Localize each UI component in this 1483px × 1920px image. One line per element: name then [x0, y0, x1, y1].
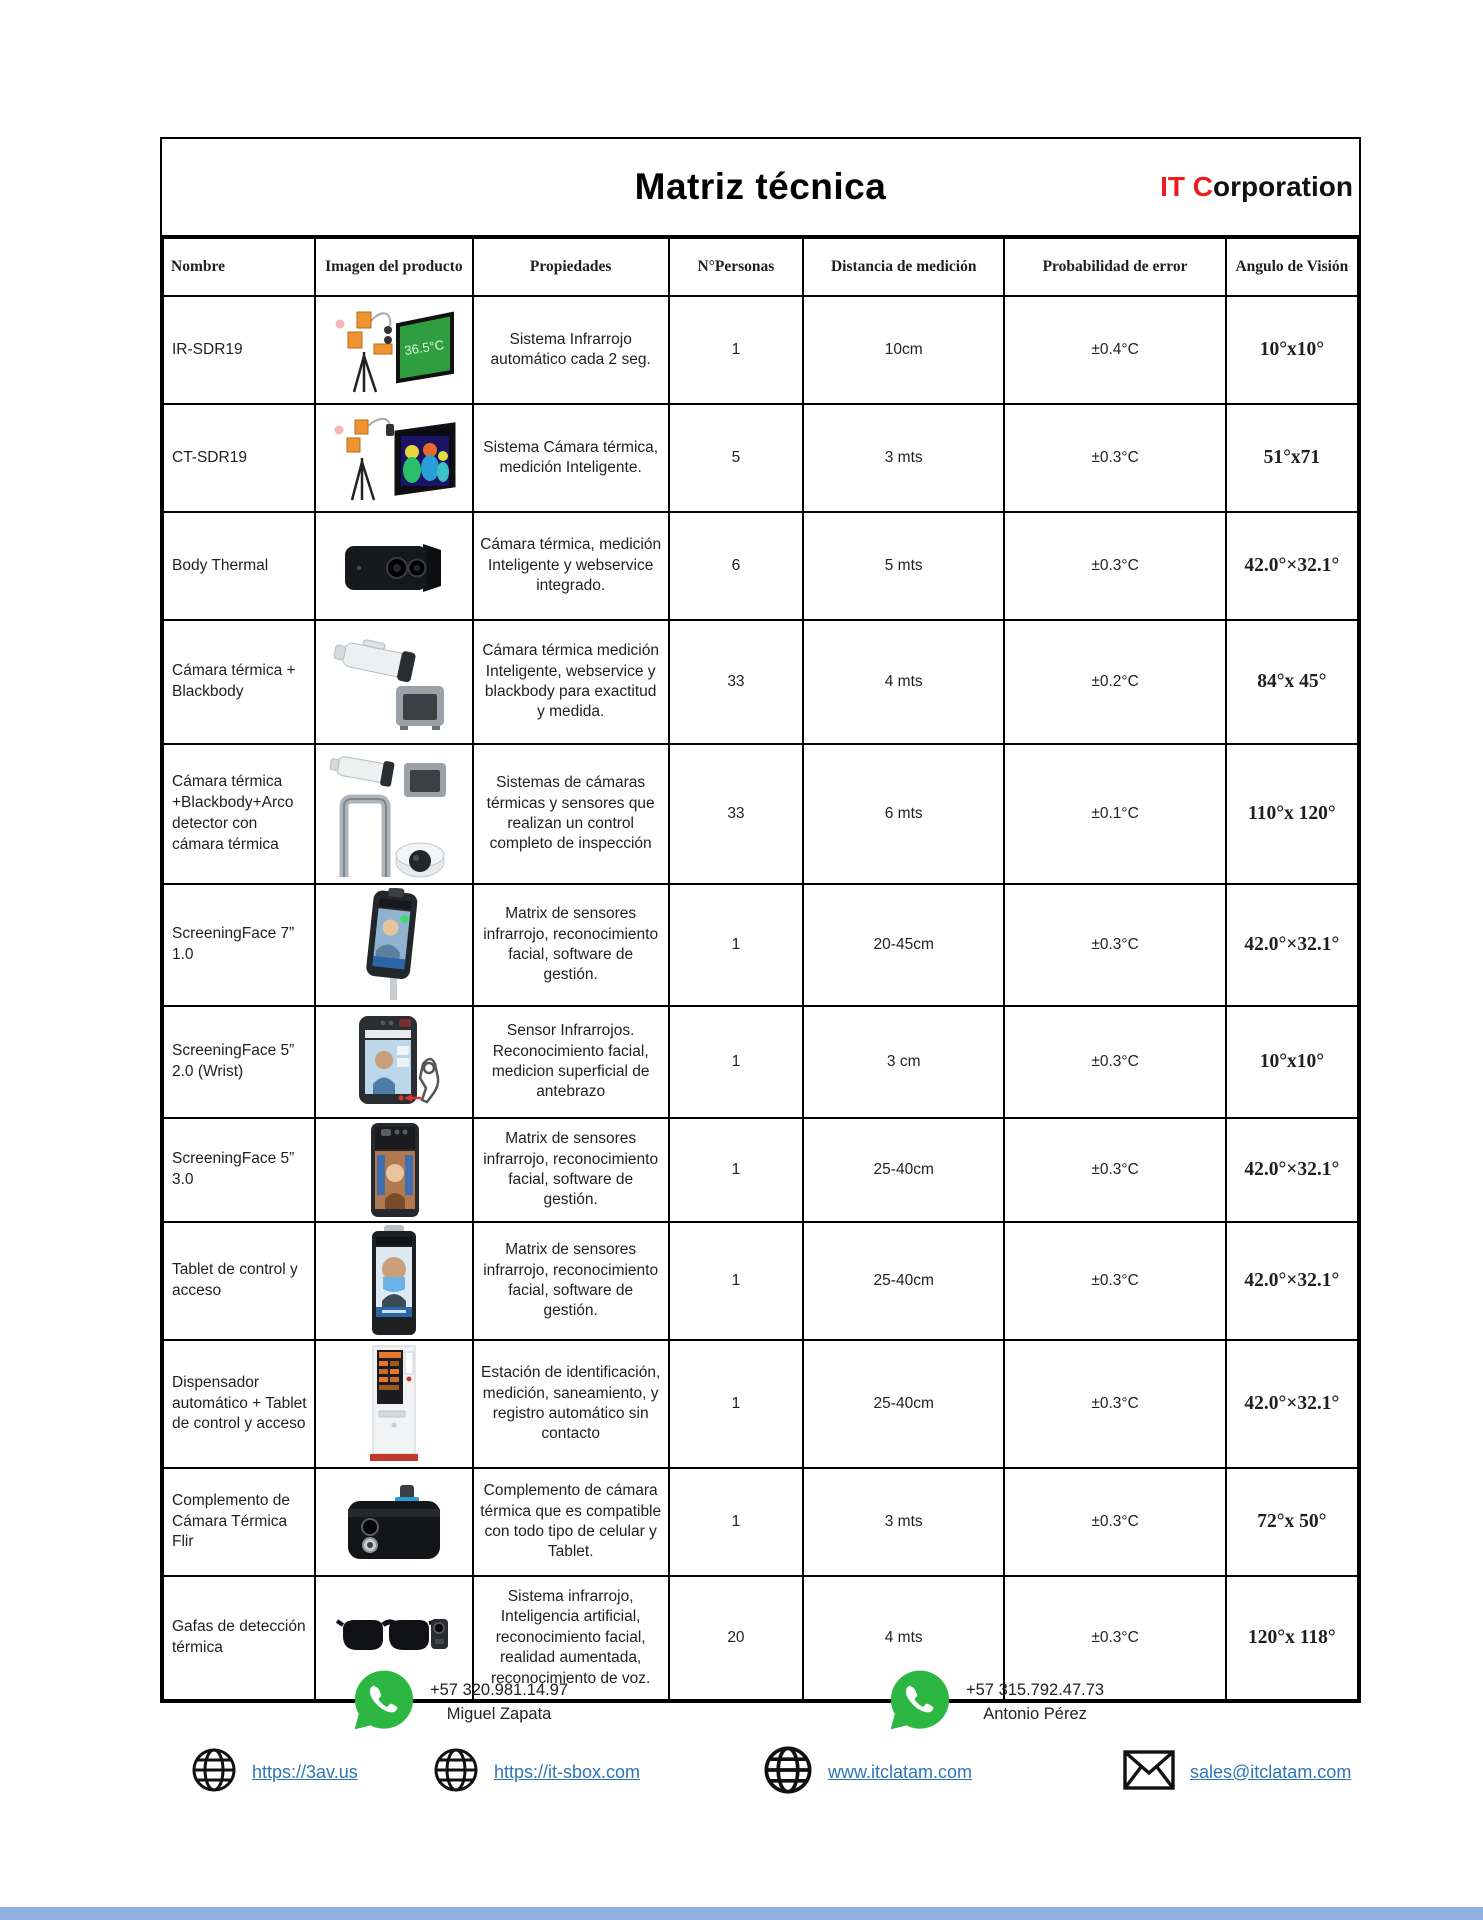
link-itsbox[interactable]: https://it-sbox.com — [494, 1761, 641, 1782]
table-row — [163, 404, 1358, 512]
cell-error: ±0.3°C — [1004, 1576, 1225, 1700]
header-angulo: Angulo de Visión — [1226, 238, 1358, 296]
cell-angulo: 10°x10° — [1226, 1006, 1358, 1118]
cell-imagen — [315, 1340, 472, 1468]
table-row — [163, 744, 1358, 884]
cell-propiedades: Cámara térmica medición Inteligente, webservice y blackbody para exactitud y medida. — [473, 620, 669, 744]
cell-personas: 1 — [669, 884, 803, 1006]
contact-info — [966, 1679, 1104, 1727]
cell-angulo: 42.0°×32.1° — [1226, 1222, 1358, 1340]
cell-imagen — [315, 296, 472, 404]
header-probabilidad: Probabilidad de error — [1004, 238, 1225, 296]
cell-personas: 1 — [669, 1468, 803, 1576]
cell-angulo: 51°x71 — [1226, 404, 1358, 512]
contact-miguel — [352, 1668, 568, 1737]
product-image-thermal-glasses — [335, 1609, 453, 1667]
cell-propiedades: Sistema Infrarrojo automático cada 2 seg. — [473, 296, 669, 404]
matrix-table — [162, 237, 1359, 1701]
cell-nombre: Body Thermal — [163, 512, 315, 620]
cell-angulo: 72°x 50° — [1226, 1468, 1358, 1576]
contacts-row — [0, 1668, 1483, 1748]
cell-error: ±0.2°C — [1004, 620, 1225, 744]
cell-distancia: 5 mts — [803, 512, 1004, 620]
table-row — [163, 1468, 1358, 1576]
cell-error: ±0.3°C — [1004, 884, 1225, 1006]
cell-distancia: 20-45cm — [803, 884, 1004, 1006]
link-itclatam[interactable]: www.itclatam.com — [828, 1761, 973, 1782]
product-image-bullet-camera-blackbody-arch-dome — [328, 749, 460, 879]
whatsapp-icon — [352, 1668, 416, 1737]
cell-distancia: 3 cm — [803, 1006, 1004, 1118]
page-title: Matriz técnica — [634, 166, 887, 207]
cell-error: ±0.3°C — [1004, 1340, 1225, 1468]
contact-name: Antonio Pérez — [983, 1704, 1087, 1723]
product-image-bullet-camera-blackbody — [330, 630, 458, 734]
cell-error: ±0.4°C — [1004, 296, 1225, 404]
cell-propiedades: Sistemas de cámaras térmicas y sensores que realizan un control completo de inspección — [473, 744, 669, 884]
product-image-tablet-wrist-screening — [335, 1012, 453, 1112]
cell-imagen — [315, 1222, 472, 1340]
header-imagen: Imagen del producto — [315, 238, 472, 296]
cell-imagen — [315, 404, 472, 512]
contact-antonio — [888, 1668, 1104, 1737]
product-image-tablet-face-screening-5-3 — [355, 1121, 433, 1219]
cell-personas: 1 — [669, 1222, 803, 1340]
cell-angulo: 42.0°×32.1° — [1226, 512, 1358, 620]
logo-black-part: orporation — [1213, 171, 1353, 202]
link-3av[interactable]: https://3av.us — [252, 1761, 358, 1782]
cell-nombre: ScreeningFace 7” 1.0 — [163, 884, 315, 1006]
cell-imagen — [315, 1468, 472, 1576]
cell-distancia: 25-40cm — [803, 1118, 1004, 1222]
product-image-sanitizing-kiosk-dispenser — [356, 1343, 432, 1465]
cell-propiedades: Matrix de sensores infrarrojo, reconocimiento facial, software de gestión. — [473, 884, 669, 1006]
product-image-flir-phone-attachment — [336, 1479, 452, 1565]
cell-personas: 20 — [669, 1576, 803, 1700]
cell-imagen — [315, 1006, 472, 1118]
svg-text:36.5°C: 36.5°C — [403, 337, 446, 359]
cell-nombre: Dispensador automático + Tablet de control y acceso — [163, 1340, 315, 1468]
globe-icon — [762, 1744, 814, 1801]
cell-error: ±0.1°C — [1004, 744, 1225, 884]
cell-distancia: 3 mts — [803, 404, 1004, 512]
cell-personas: 33 — [669, 620, 803, 744]
cell-nombre: Tablet de control y acceso — [163, 1222, 315, 1340]
cell-propiedades: Matrix de sensores infrarrojo, reconocimiento facial, software de gestión. — [473, 1118, 669, 1222]
header-row — [163, 238, 1358, 296]
product-image-access-control-tablet — [358, 1225, 430, 1337]
cell-propiedades: Sensor Infrarrojos. Reconocimiento facial, medicion superficial de antebrazo — [473, 1006, 669, 1118]
header-nombre: Nombre — [163, 238, 315, 296]
cell-personas: 6 — [669, 512, 803, 620]
cell-angulo: 42.0°×32.1° — [1226, 1340, 1358, 1468]
cell-distancia: 4 mts — [803, 620, 1004, 744]
table-row — [163, 620, 1358, 744]
product-image-dual-lens-thermal-camera — [335, 534, 453, 598]
contact-phone: +57 320.981.14.97 — [430, 1680, 569, 1699]
cell-distancia: 25-40cm — [803, 1222, 1004, 1340]
cell-angulo: 42.0°×32.1° — [1226, 1118, 1358, 1222]
product-image-tripod-thermal-camera-monitor — [330, 410, 458, 506]
cell-distancia: 4 mts — [803, 1576, 1004, 1700]
cell-propiedades: Estación de identificación, medición, saneamiento, y registro automático sin contacto — [473, 1340, 669, 1468]
cell-angulo: 110°x 120° — [1226, 744, 1358, 884]
links-row — [0, 1742, 1483, 1812]
cell-personas: 1 — [669, 1006, 803, 1118]
cell-error: ±0.3°C — [1004, 404, 1225, 512]
cell-nombre: ScreeningFace 5” 3.0 — [163, 1118, 315, 1222]
cell-propiedades: Sistema infrarrojo, Inteligencia artificial, reconocimiento facial, realidad aumentada, reconocimiento de voz. — [473, 1576, 669, 1700]
contact-info — [430, 1679, 568, 1727]
cell-angulo: 120°x 118° — [1226, 1576, 1358, 1700]
link-group-sales-email — [1122, 1742, 1351, 1802]
cell-personas: 1 — [669, 296, 803, 404]
cell-distancia: 3 mts — [803, 1468, 1004, 1576]
technical-matrix-document — [160, 137, 1361, 1703]
cell-distancia: 10cm — [803, 296, 1004, 404]
cell-imagen — [315, 1118, 472, 1222]
cell-angulo: 84°x 45° — [1226, 620, 1358, 744]
cell-nombre: Gafas de detección térmica — [163, 1576, 315, 1700]
cell-distancia: 6 mts — [803, 744, 1004, 884]
cell-imagen — [315, 512, 472, 620]
cell-angulo: 10°x10° — [1226, 296, 1358, 404]
product-image-kiosk-face-screening-7 — [354, 888, 434, 1002]
cell-propiedades: Complemento de cámara térmica que es compatible con todo tipo de celular y Tablet. — [473, 1468, 669, 1576]
cell-distancia: 25-40cm — [803, 1340, 1004, 1468]
bottom-edge-bar — [0, 1907, 1483, 1920]
cell-imagen — [315, 884, 472, 1006]
cell-propiedades: Cámara térmica, medición Inteligente y webservice integrado. — [473, 512, 669, 620]
cell-imagen — [315, 744, 472, 884]
cell-nombre: Complemento de Cámara Térmica Flir — [163, 1468, 315, 1576]
globe-icon — [190, 1746, 238, 1799]
table-row — [163, 1118, 1358, 1222]
globe-icon — [432, 1746, 480, 1799]
table-row — [163, 296, 1358, 404]
title-band — [162, 139, 1359, 237]
cell-nombre: Cámara térmica + Blackbody — [163, 620, 315, 744]
company-logo — [1160, 171, 1353, 203]
cell-error: ±0.3°C — [1004, 1118, 1225, 1222]
cell-personas: 33 — [669, 744, 803, 884]
link-group-3av — [190, 1742, 358, 1802]
cell-propiedades: Matrix de sensores infrarrojo, reconocimiento facial, software de gestión. — [473, 1222, 669, 1340]
cell-personas: 5 — [669, 404, 803, 512]
table-row — [163, 884, 1358, 1006]
cell-error: ±0.3°C — [1004, 1222, 1225, 1340]
table-row — [163, 1222, 1358, 1340]
cell-error: ±0.3°C — [1004, 1006, 1225, 1118]
link-group-itsbox — [432, 1742, 640, 1802]
link-group-itclatam — [762, 1742, 972, 1802]
cell-nombre: Cámara térmica +Blackbody+Arco detector con cámara térmica — [163, 744, 315, 884]
table-row — [163, 1340, 1358, 1468]
logo-red-part: IT C — [1160, 171, 1213, 202]
table-row — [163, 1006, 1358, 1118]
product-image-tripod-infrared-sensor-green-display — [330, 302, 458, 398]
cell-imagen — [315, 620, 472, 744]
envelope-icon — [1122, 1749, 1176, 1796]
cell-error: ±0.3°C — [1004, 1468, 1225, 1576]
header-personas: N°Personas — [669, 238, 803, 296]
header-propiedades: Propiedades — [473, 238, 669, 296]
contact-name: Miguel Zapata — [446, 1704, 552, 1723]
whatsapp-icon — [888, 1668, 952, 1737]
cell-error: ±0.3°C — [1004, 512, 1225, 620]
contact-phone: +57 315.792.47.73 — [966, 1680, 1105, 1699]
link-sales-email[interactable]: sales@itclatam.com — [1190, 1761, 1352, 1782]
header-distancia: Distancia de medición — [803, 238, 1004, 296]
cell-personas: 1 — [669, 1340, 803, 1468]
cell-propiedades: Sistema Cámara térmica, medición Inteligente. — [473, 404, 669, 512]
cell-nombre: ScreeningFace 5” 2.0 (Wrist) — [163, 1006, 315, 1118]
cell-personas: 1 — [669, 1118, 803, 1222]
cell-nombre: IR-SDR19 — [163, 296, 315, 404]
table-row — [163, 512, 1358, 620]
cell-nombre: CT-SDR19 — [163, 404, 315, 512]
cell-angulo: 42.0°×32.1° — [1226, 884, 1358, 1006]
